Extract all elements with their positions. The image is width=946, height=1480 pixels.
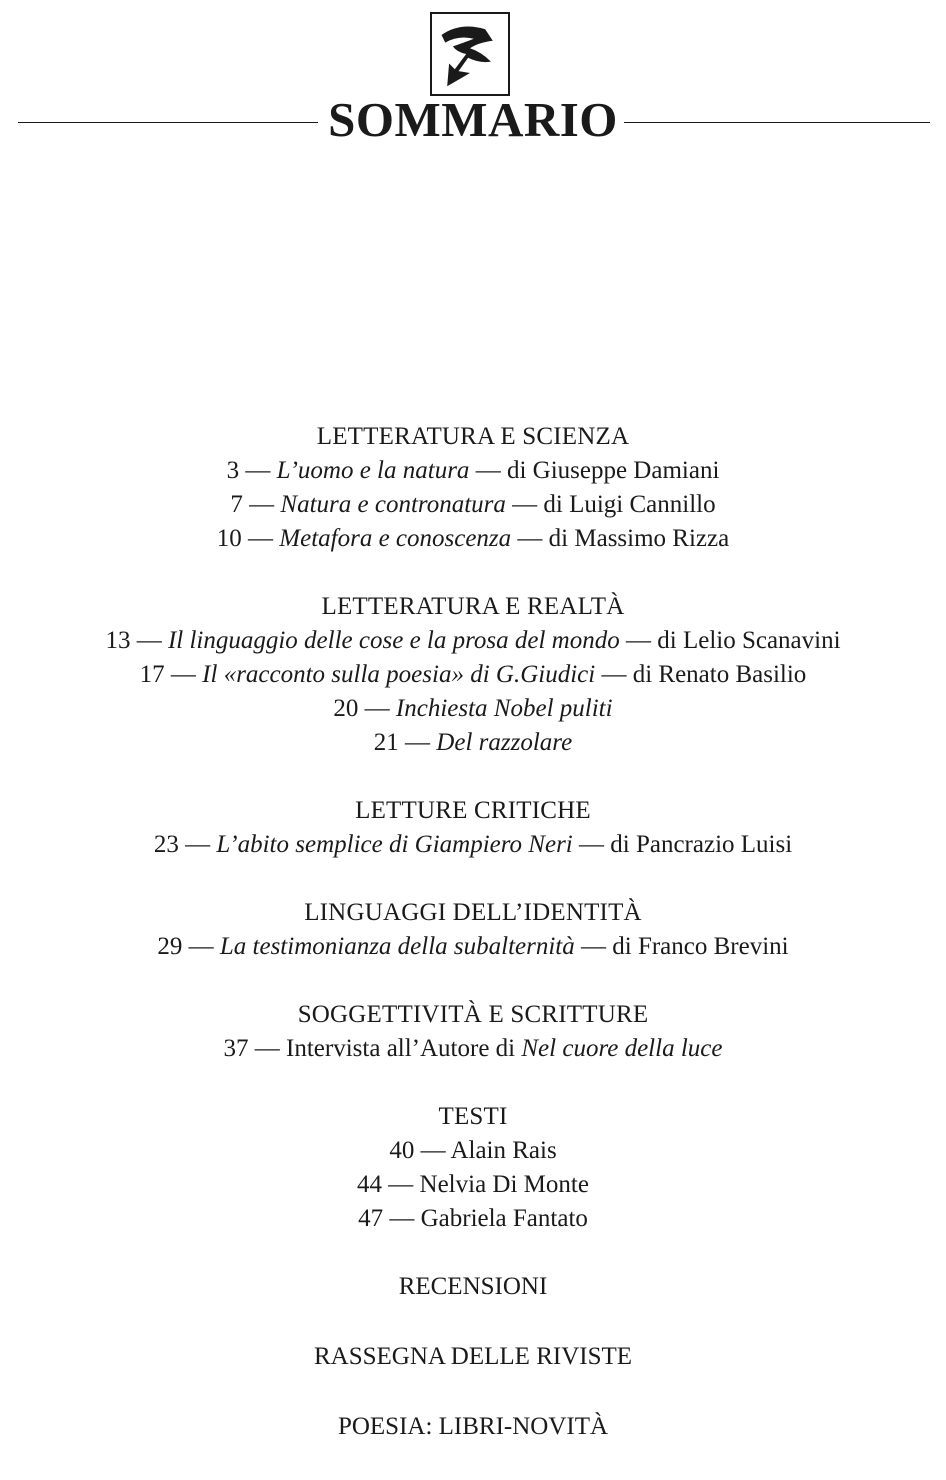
toc-entry: 23 — L’abito semplice di Giampiero Neri — di Pancrazio Luisi [153, 831, 793, 858]
title-row [0, 90, 946, 150]
entry-page: 3 [226, 457, 240, 484]
entry-page: 29 [157, 933, 183, 960]
entry-prefix: Intervista all’Autore di [286, 1035, 516, 1062]
entry-page: 7 [230, 491, 243, 518]
entry-author: di Franco Brevini [612, 933, 789, 960]
toc-entry: 21 — Del razzolare [373, 729, 573, 756]
toc-section [0, 896, 946, 964]
section-heading-libri-novita: POESIA: LIBRI-NOVITÀ [337, 1413, 609, 1440]
entry-page: 17 [139, 661, 165, 688]
entry-title: L’uomo e la natura [276, 457, 470, 484]
section-heading: LETTERATURA E SCIENZA [316, 423, 630, 450]
logo-arrow-icon [432, 14, 508, 94]
section-heading: LETTERATURA E REALTÀ [321, 593, 625, 620]
entry-author: Nelvia Di Monte [419, 1171, 589, 1198]
toc-entry: 29 — La testimonianza della subalternità — di Franco Brevini [157, 933, 789, 960]
entry-page: 47 [358, 1205, 384, 1232]
toc-entry: 44 — Nelvia Di Monte [357, 1171, 589, 1198]
entry-title: Nel cuore della luce [521, 1035, 723, 1062]
toc-entry: 10 — Metafora e conoscenza — di Massimo Rizza [216, 525, 730, 552]
entry-author: di Lelio Scanavini [657, 627, 841, 654]
entry-author: Alain Rais [450, 1137, 557, 1164]
entry-author: di Luigi Cannillo [543, 491, 716, 518]
entry-author: di Massimo Rizza [548, 525, 730, 552]
entry-page: 23 [153, 831, 179, 858]
toc-entry: 17 — Il «racconto sulla poesia» di G.Giudici — di Renato Basilio [139, 661, 807, 688]
entry-title: Il «racconto sulla poesia» di G.Giudici [202, 661, 596, 688]
toc-entry: 13 — Il linguaggio delle cose e la prosa del mondo — di Lelio Scanavini [105, 627, 841, 654]
entry-page: 21 [373, 729, 399, 756]
section-heading-rassegna: RASSEGNA DELLE RIVISTE [313, 1343, 633, 1370]
entry-title: Del razzolare [436, 729, 573, 756]
section-heading: SOGGETTIVITÀ E SCRITTURE [297, 1001, 649, 1028]
toc-entry: 7 — Natura e contronatura — di Luigi Cannillo [230, 491, 716, 518]
entry-page: 40 [389, 1137, 415, 1164]
entry-page: 20 [333, 695, 359, 722]
entry-page: 13 [105, 627, 131, 654]
toc-entry: 37 — Intervista all’Autore di Nel cuore della luce [223, 1035, 723, 1062]
entry-author: di Renato Basilio [632, 661, 807, 688]
entry-title: Inchiesta Nobel puliti [395, 695, 613, 722]
toc-entry: 20 — Inchiesta Nobel puliti [333, 695, 613, 722]
entry-author: Gabriela Fantato [420, 1205, 588, 1232]
entry-title: Metafora e conoscenza [279, 525, 512, 552]
section-heading: TESTI [438, 1103, 508, 1130]
toc-section [0, 794, 946, 862]
entry-page: 37 [223, 1035, 249, 1062]
toc-section [0, 1100, 946, 1236]
section-heading: LINGUAGGI DELL’IDENTITÀ [304, 899, 642, 926]
journal-logo [430, 12, 510, 96]
title-rule-left [18, 122, 318, 123]
toc-entry: 47 — Gabriela Fantato [358, 1205, 588, 1232]
entry-page: 44 [357, 1171, 383, 1198]
table-of-contents [0, 420, 946, 1480]
toc-section [0, 420, 946, 556]
toc-entry: 40 — Alain Rais [389, 1137, 557, 1164]
entry-author: di Giuseppe Damiani [506, 457, 720, 484]
page-title: SOMMARIO [328, 92, 618, 147]
section-heading: LETTURE CRITICHE [355, 797, 591, 824]
entry-title: Il linguaggio delle cose e la prosa del mondo [167, 627, 620, 654]
entry-author: di Pancrazio Luisi [610, 831, 793, 858]
section-heading-recensioni: RECENSIONI [398, 1273, 548, 1300]
entry-page: 10 [216, 525, 242, 552]
title-rule-right [624, 122, 930, 123]
toc-section [0, 590, 946, 760]
entry-title: La testimonianza della subalternità [219, 933, 575, 960]
toc-entry: 3 — L’uomo e la natura — di Giuseppe Damiani [226, 457, 720, 484]
toc-section [0, 998, 946, 1066]
entry-title: L’abito semplice di Giampiero Neri [216, 831, 573, 858]
entry-title: Natura e contronatura [280, 491, 506, 518]
